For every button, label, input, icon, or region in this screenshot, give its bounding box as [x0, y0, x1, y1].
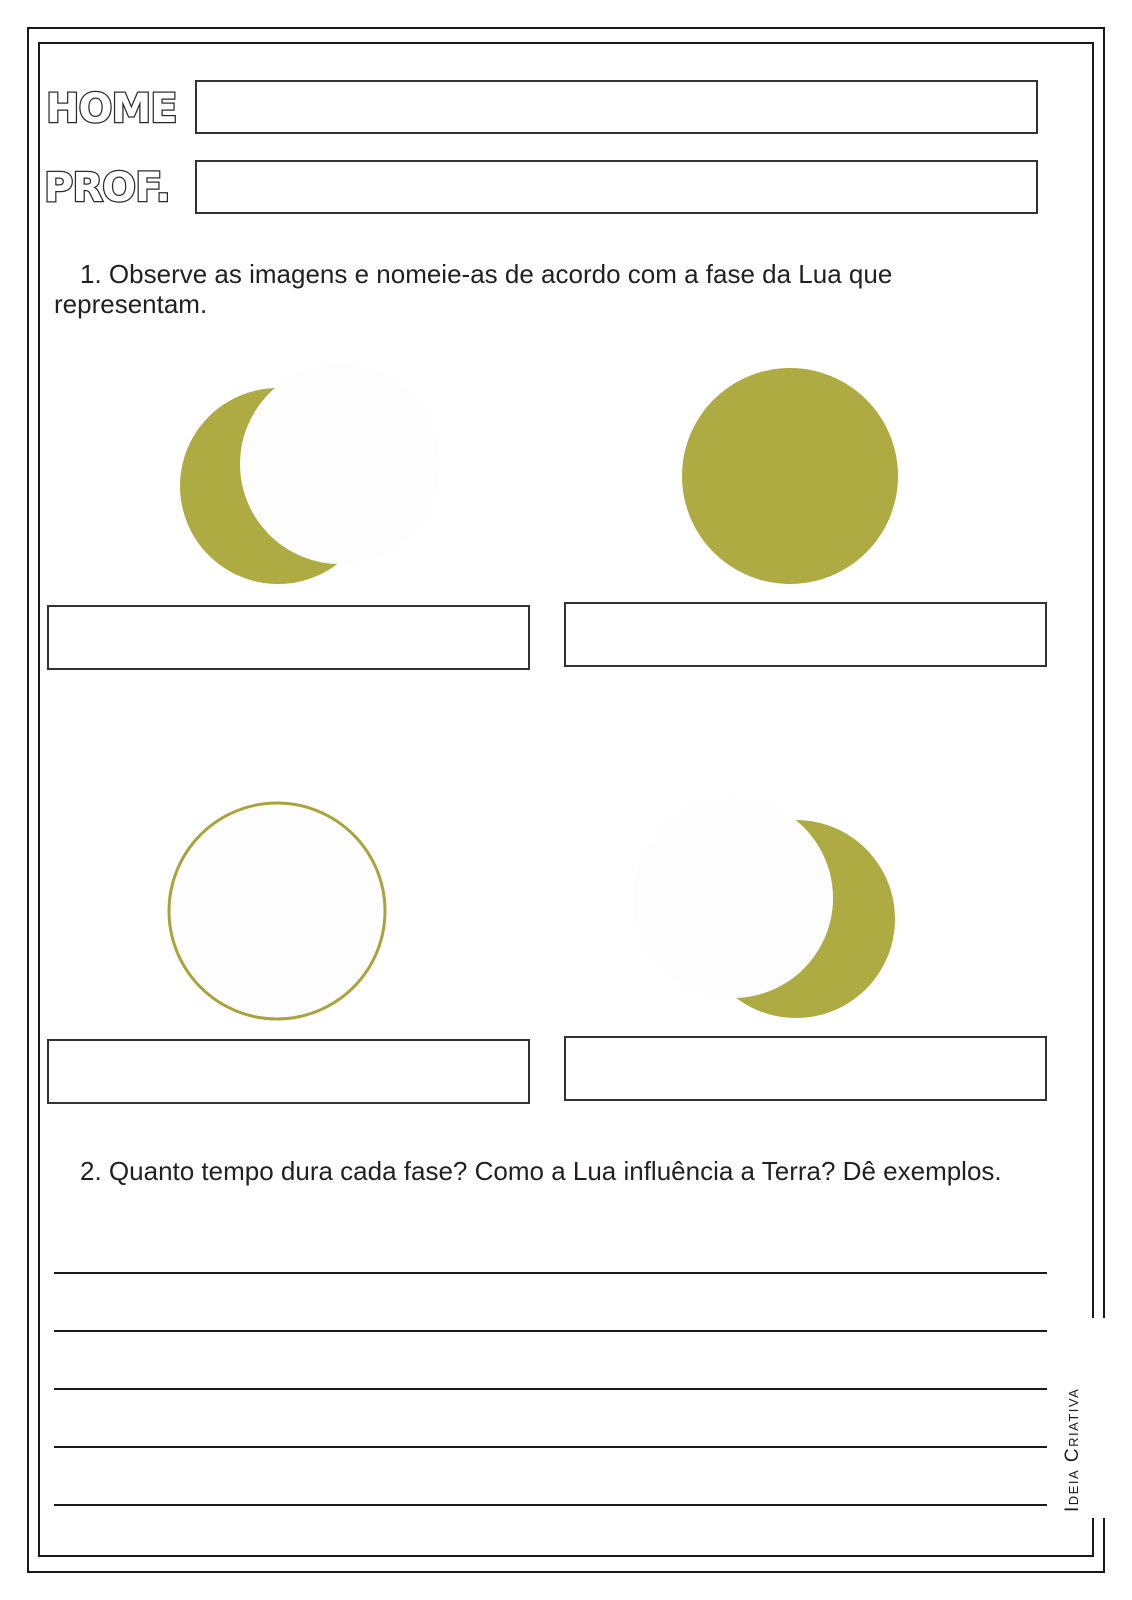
answer-box-top-left[interactable] [47, 605, 530, 670]
answer-box-top-right[interactable] [564, 602, 1047, 667]
answer-box-bottom-right[interactable] [564, 1036, 1047, 1101]
question-2 [54, 1156, 1044, 1186]
answer-line-3[interactable] [54, 1388, 1047, 1390]
waxing-crescent-moon-icon [180, 364, 440, 584]
answer-line-4[interactable] [54, 1446, 1047, 1448]
new-moon-icon [169, 803, 385, 1019]
question-2-text: Quanto tempo dura cada fase? Como a Lua influência a Terra? Dê exemplos. [108, 1156, 1002, 1186]
answer-line-2[interactable] [54, 1330, 1047, 1332]
question-1-number: 1. [80, 259, 102, 289]
waning-crescent-moon-icon [633, 798, 895, 1018]
question-2-number: 2. [80, 1156, 102, 1186]
answer-line-1[interactable] [54, 1272, 1047, 1274]
answer-box-bottom-left[interactable] [47, 1039, 530, 1104]
name-label: HOME [46, 86, 177, 132]
teacher-label: PROF. [44, 165, 170, 211]
full-moon-icon [682, 368, 898, 584]
brand-watermark: Ideia Criativa [1062, 1387, 1083, 1512]
answer-line-5[interactable] [54, 1504, 1047, 1506]
question-1-text: Observe as imagens e nomeie-as de acordo com a fase da Lua que representam. [54, 259, 893, 319]
